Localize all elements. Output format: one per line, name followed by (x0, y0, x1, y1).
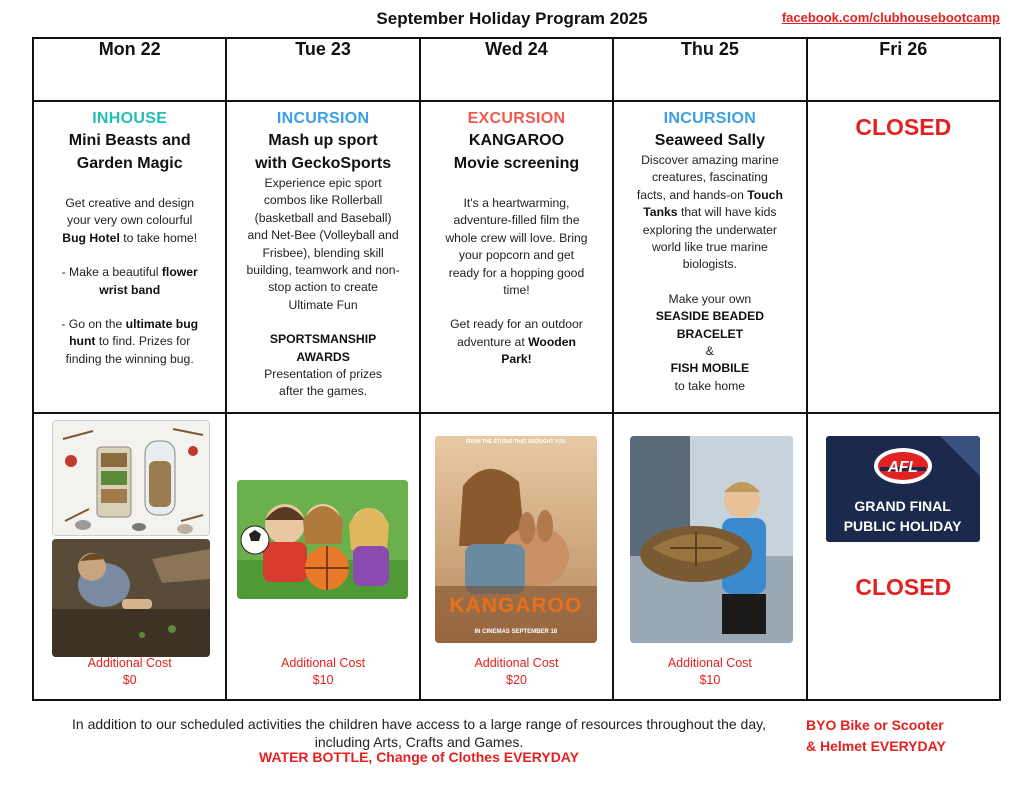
boy-holding-turtle-photo (630, 436, 793, 643)
desc-text: - Go on the (61, 317, 126, 332)
activity-type-label: INCURSION (276, 110, 370, 127)
kids-with-sports-balls-photo (237, 480, 408, 599)
activity-cell-mon (33, 101, 226, 413)
afl-caption-line: PUBLIC HOLIDAY (843, 518, 962, 534)
desc-text: Get ready for an outdoor adventure at (450, 317, 583, 349)
activity-description (620, 152, 799, 395)
desc-bold: SPORTSMANSHIP AWARDS (269, 332, 377, 364)
activity-title-line: Mash up sport (268, 132, 378, 149)
cost-label: Additional Cost (474, 656, 559, 670)
cost-value: $0 (122, 673, 137, 687)
afl-logo-text: AFL (887, 459, 918, 476)
desc-bold: Wooden Park! (501, 334, 576, 367)
desc-text: - Make a beautiful (61, 265, 162, 280)
footer-reminder: WATER BOTTLE, Change of Clothes EVERYDAY (259, 749, 579, 765)
day-header-fri: Fri 26 (807, 38, 1000, 101)
page-title: September Holiday Program 2025 (376, 9, 648, 28)
activity-title-line: Movie screening (453, 155, 580, 172)
images-cell-wed (420, 413, 613, 700)
desc-bold: FISH MOBILE (670, 361, 750, 376)
activity-title-line: Mini Beasts and (68, 132, 191, 149)
activity-title (233, 129, 412, 175)
activity-title (620, 129, 799, 152)
desc-text: Experience epic sport combos like Rollerball (basketball and Baseball) and Net-Bee (Volleyball and Frisbee), blending skill building, teamwork and non-stop action to create Ultimate Fun (246, 176, 400, 312)
cost-value: $10 (312, 673, 334, 687)
desc-text: Make your own (668, 291, 752, 306)
activity-images-row (33, 413, 1000, 700)
afl-logo-oval (878, 452, 928, 480)
activity-type-label: EXCURSION (467, 110, 566, 127)
images-cell-thu (613, 413, 806, 700)
images-cell-tue (226, 413, 419, 700)
bug-hotel-crafts-photo (52, 420, 210, 536)
closed-label-bottom: CLOSED (855, 574, 952, 600)
desc-text: Presentation of prizes after the games. (264, 367, 383, 399)
desc-text: It's a heartwarming, adventure-filled film the whole crew will love. Bring your popcorn and get ready for a hopping good time! (445, 196, 588, 298)
kangaroo-movie-poster (435, 436, 597, 643)
activity-description (427, 195, 606, 369)
closed-label: CLOSED (855, 114, 952, 140)
program-table (32, 37, 1001, 701)
desc-bold: SEASIDE BEADED BRACELET (655, 309, 765, 341)
activity-cell-thu (613, 101, 806, 413)
additional-cost (614, 655, 805, 689)
poster-title: KANGAROO (449, 594, 583, 617)
byo-note (806, 715, 946, 757)
facebook-link[interactable]: facebook.com/clubhousebootcamp (781, 10, 1000, 25)
day-header-tue: Tue 23 (226, 38, 419, 101)
additional-cost (421, 655, 612, 689)
afl-logo (874, 448, 932, 484)
images-cell-fri (807, 413, 1000, 700)
desc-text: to take home! (119, 230, 198, 245)
afl-corner-fold (940, 436, 980, 476)
cost-value: $10 (699, 673, 721, 687)
day-header-wed: Wed 24 (420, 38, 613, 101)
desc-text: to find. Prizes for finding the winning bug. (65, 334, 194, 366)
afl-caption-line: GRAND FINAL (854, 498, 951, 514)
activity-cell-wed (420, 101, 613, 413)
activity-title-line: with GeckoSports (255, 155, 392, 172)
desc-bold: ultimate bug hunt (69, 317, 199, 349)
additional-cost (34, 655, 225, 689)
byo-line: & Helmet EVERYDAY (806, 738, 946, 754)
byo-line: BYO Bike or Scooter (806, 717, 944, 733)
cost-label: Additional Cost (87, 656, 172, 670)
child-digging-garden-photo (52, 539, 210, 657)
day-header-thu: Thu 25 (613, 38, 806, 101)
activity-cell-tue (226, 101, 419, 413)
activity-description (40, 195, 219, 368)
cost-label: Additional Cost (667, 656, 752, 670)
desc-text: that will have kids exploring the underwater world like true marine biologists. (642, 205, 777, 272)
activity-title (40, 129, 219, 175)
cost-value: $20 (506, 673, 527, 687)
activity-title-line: Seaweed Sally (654, 132, 766, 149)
activity-type-label: INHOUSE (92, 110, 168, 127)
desc-text: Get creative and design your very own colourful (65, 196, 195, 228)
activity-title-line: Garden Magic (76, 155, 183, 172)
desc-bold: Bug Hotel (62, 230, 120, 245)
poster-tagline: FROM THE STUDIO THAT BROUGHT YOU (466, 439, 566, 445)
desc-text: Discover amazing marine creatures, fascinating facts, and hands-on (636, 153, 779, 202)
day-header-row (33, 38, 1000, 101)
activity-type-label: INCURSION (663, 110, 757, 127)
activity-cell-fri (807, 101, 1000, 413)
additional-cost (227, 655, 418, 689)
footer-note: In addition to our scheduled activities the children have access to a large range of resources throughout the day, including Arts, Crafts and Games. (72, 716, 766, 750)
activity-title (427, 129, 606, 175)
desc-text: & (705, 344, 714, 359)
activity-description (233, 175, 412, 401)
desc-text: to take home (674, 378, 746, 393)
activity-title-line: KANGAROO (468, 132, 565, 149)
desc-bold: flower wrist band (99, 265, 198, 297)
afl-caption (826, 496, 980, 536)
images-cell-mon (33, 413, 226, 700)
afl-grand-final-graphic (826, 436, 980, 542)
poster-release: IN CINEMAS SEPTEMBER 18 (474, 629, 558, 635)
day-header-mon: Mon 22 (33, 38, 226, 101)
activity-info-row (33, 101, 1000, 413)
cost-label: Additional Cost (281, 656, 366, 670)
desc-bold: Touch Tanks (643, 187, 783, 220)
